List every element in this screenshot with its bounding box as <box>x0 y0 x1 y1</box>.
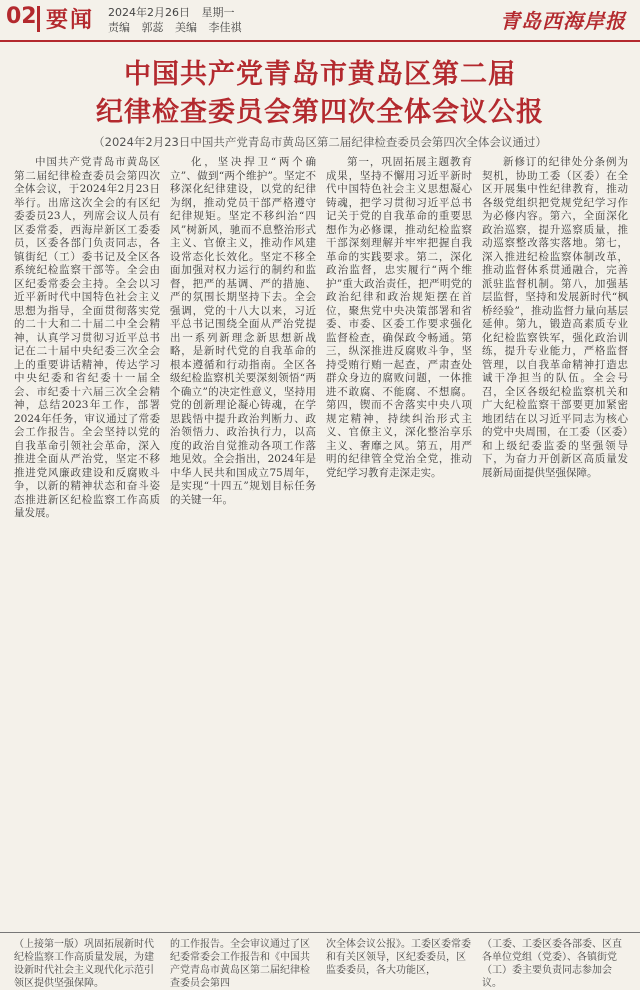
article-column-4 <box>482 156 628 926</box>
article-column-1 <box>14 156 160 926</box>
headline-line-1: 中国共产党青岛市黄岛区第二届 <box>124 59 516 90</box>
masthead <box>0 0 640 42</box>
continuation-column-2: 的工作报告。全会审议通过了区纪委常委会工作报告和《中国共产党青岛市黄岛区第二届纪律检查委员会第四 <box>170 939 310 989</box>
article-column-2 <box>170 156 316 926</box>
newspaper-logo: 青岛西海岸报 <box>500 9 626 33</box>
column-3-text: 第一，巩固拓展主题教育成果，坚持不懈用习近平新时代中国特色社会主义思想凝心铸魂，把学习贯彻习近平总书记关于党的自我革命的重要思想作为必修课，推动纪检监察干部深刻理解并牢牢把握自我革命的实践要求。第二，深化政治监督，忠实履行“两个维护”重大政治责任，把严明党的政治纪律和政治规矩摆在首位，聚焦党中央决策部署和省委、市委、区委工作要求强化监督检查，确保政令畅通。第三，纵深推进反腐败斗争，坚持受贿行贿一起查，严肃查处群众身边的腐败问题，一体推进不敢腐、不能腐、不想腐。第四，锲而不舍落实中央八项规定精神，持续纠治形式主义、官僚主义，深化整治享乐主义、奢靡之风。第五，用严明的纪律管全党治全党，推动党纪学习教育走深走实。 <box>326 156 472 479</box>
section-title: 要闻 <box>46 8 95 33</box>
subheadline: （2024年2月23日中国共产党青岛市黄岛区第二届纪律检查委员会第四次全体会议通过） <box>93 135 547 149</box>
issue-weekday: 星期一 <box>201 6 235 19</box>
editor-name: 郭蕊 <box>141 21 164 34</box>
continuation-column-4: （工委、工委区委各部委、区直各单位党组（党委）、各镇街党（工）委主要负责同志参加会议。 <box>482 939 622 989</box>
column-4-text: 新修订的纪律处分条例为契机，协助工委（区委）在全区开展集中性纪律教育，推动各级党组织把党规党纪学习作为必修内容。第六，全面深化政治巡察，提升巡察质量，推动巡察整改落实落地。第七，深入推进纪检监察体制改革，推动监督体系贯通融合，完善派驻监督机制。第八，加强基层监督，坚持和发展新时代“枫桥经验”，推动监督力量向基层延伸。第九，锻造高素质专业化纪检监察铁军，强化政治训练，提升专业能力，严格监督管理，以自我革命精神打造忠诚干净担当的队伍。全会号召，全区各级纪检监察机关和广大纪检监察干部要更加紧密地团结在以习近平同志为核心的党中央周围，在工委（区委）和上级纪委监委的坚强领导下，为奋力开创新区高质量发展新局面提供坚强保障。 <box>482 156 628 479</box>
article-column-3 <box>326 156 472 926</box>
page-number-box <box>0 4 40 34</box>
issue-meta <box>108 5 250 35</box>
design-name: 李佳祺 <box>208 21 242 34</box>
bottom-divider <box>0 932 640 933</box>
continuation-column-1: （上接第一版）巩固拓展新时代纪检监察工作高质量发展，为建设新时代社会主义现代化示范引领区提供坚强保障。 <box>14 939 154 989</box>
headline <box>0 56 640 132</box>
column-2-text: 化，坚决捍卫“两个确立”、做到“两个维护”。坚定不移深化纪律建设，以党的纪律为纲，推动党员干部严格遵守纪律规矩。坚定不移纠治“四风”树新风，驰而不息整治形式主义、官僚主义，推动作风建设常态化长效化。坚定不移全面加强对权力运行的制约和监督，把严的基调、严的措施、严的氛围长期坚持下去。全会强调，党的十八大以来，习近平总书记围绕全面从严治党提出一系列新理念新思想新战略，是新时代党的自我革命的根本遵循和行动指南。全区各级纪检监察机关要深刻领悟“两个确立”的决定性意义，坚持用党的创新理论凝心铸魂，在学思践悟中提升政治判断力、政治领悟力、政治执行力，以高度的政治自觉推动各项工作落地见效。全会指出，2024年是中华人民共和国成立75周年，是实现“十四五”规划目标任务的关键一年。 <box>170 156 316 506</box>
design-label: 美编 <box>175 21 197 34</box>
column-1-text: 中国共产党青岛市黄岛区第二届纪律检查委员会第四次全体会议，于2024年2月23日举行。出席这次全会的有区纪委委员23人，列席会议人员有区委常委，西海岸新区工委委员，区委各部门负责同志，各镇街纪（工）委书记及全区各系统纪检监察干部等。全会由区纪委常委会主持。全会以习近平新时代中国特色社会主义思想为指导，全面贯彻落实党的二十大和二十届二中全会精神，认真学习贯彻习近平总书记在二十届中央纪委三次全会上的重要讲话精神，传达学习中央纪委和省纪委十一届全会、市纪委十六届三次全会精神，总结2023年工作，部署2024年任务，审议通过了常委会工作报告。全会坚持以党的自我革命引领社会革命，深入推进全面从严治党，坚定不移推进党风廉政建设和反腐败斗争，以新的精神状态和奋斗姿态推进新区纪检监察工作高质量发展。 <box>14 156 160 519</box>
page-number: 02 <box>6 4 37 29</box>
issue-date: 2024年2月26日 <box>108 6 190 19</box>
continuation-column-3: 次全体会议公报》。工委区委常委和有关区领导，区纪委委员，区监委委员，各大功能区， <box>326 939 471 976</box>
editor-label: 责编 <box>108 21 130 34</box>
headline-line-2: 纪律检查委员会第四次全体会议公报 <box>96 97 544 128</box>
